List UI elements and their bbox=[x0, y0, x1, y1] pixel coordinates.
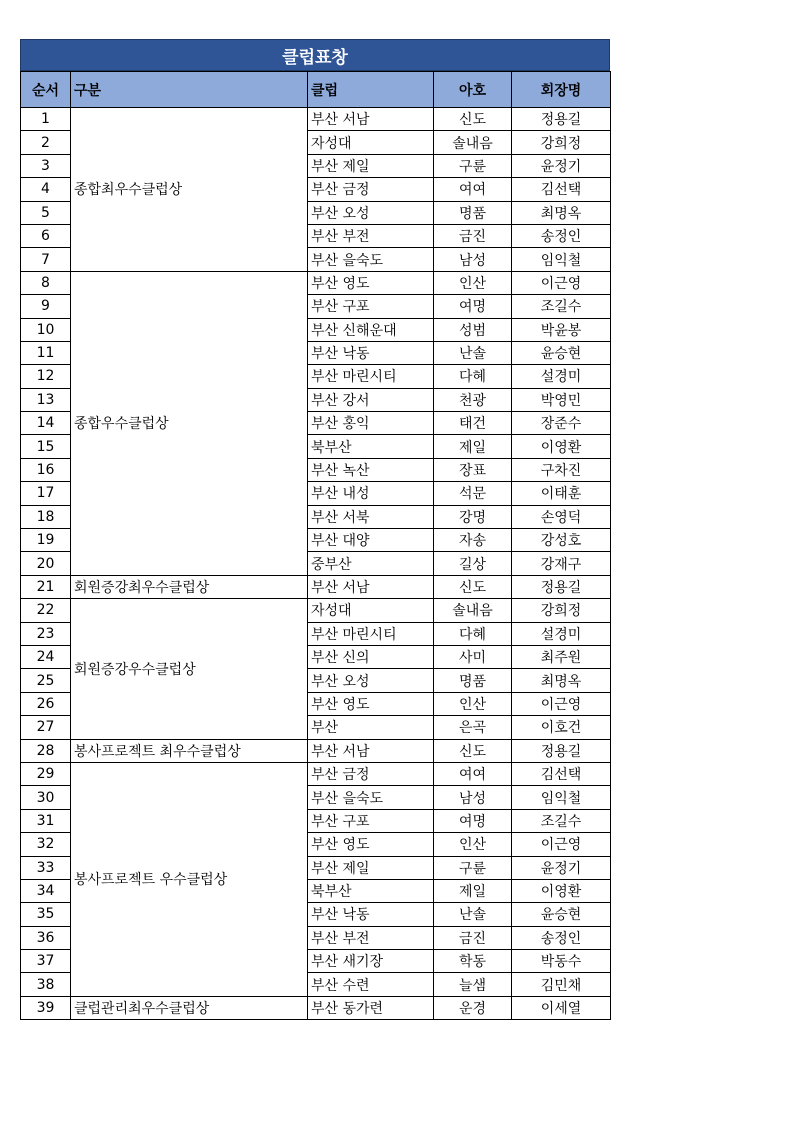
nickname-cell: 여명 bbox=[434, 809, 512, 832]
order-cell: 12 bbox=[21, 365, 71, 388]
club-cell: 북부산 bbox=[308, 435, 434, 458]
table-row bbox=[21, 575, 611, 598]
order-cell: 25 bbox=[21, 669, 71, 692]
nickname-cell: 강명 bbox=[434, 505, 512, 528]
president-cell: 정용길 bbox=[512, 739, 611, 762]
club-cell: 부산 홍익 bbox=[308, 412, 434, 435]
order-cell: 13 bbox=[21, 388, 71, 411]
nickname-cell: 석문 bbox=[434, 482, 512, 505]
president-cell: 설경미 bbox=[512, 622, 611, 645]
nickname-cell: 난솔 bbox=[434, 341, 512, 364]
nickname-cell: 신도 bbox=[434, 575, 512, 598]
club-cell: 부산 낙동 bbox=[308, 341, 434, 364]
president-cell: 이영환 bbox=[512, 435, 611, 458]
nickname-cell: 운경 bbox=[434, 996, 512, 1019]
nickname-cell: 은곡 bbox=[434, 716, 512, 739]
table-row bbox=[21, 108, 611, 131]
nickname-cell: 여여 bbox=[434, 762, 512, 785]
club-cell: 부산 금정 bbox=[308, 762, 434, 785]
order-cell: 4 bbox=[21, 178, 71, 201]
table-row bbox=[21, 271, 611, 294]
order-cell: 28 bbox=[21, 739, 71, 762]
header-order: 순서 bbox=[21, 72, 71, 108]
club-cell: 부산 서남 bbox=[308, 575, 434, 598]
nickname-cell: 인산 bbox=[434, 271, 512, 294]
president-cell: 윤승현 bbox=[512, 903, 611, 926]
nickname-cell: 자송 bbox=[434, 529, 512, 552]
nickname-cell: 솔내음 bbox=[434, 131, 512, 154]
order-cell: 6 bbox=[21, 224, 71, 247]
club-cell: 부산 오성 bbox=[308, 201, 434, 224]
president-cell: 조길수 bbox=[512, 295, 611, 318]
nickname-cell: 다혜 bbox=[434, 365, 512, 388]
nickname-cell: 구륜 bbox=[434, 154, 512, 177]
club-cell: 부산 서남 bbox=[308, 108, 434, 131]
president-cell: 강희정 bbox=[512, 131, 611, 154]
order-cell: 31 bbox=[21, 809, 71, 832]
order-cell: 22 bbox=[21, 599, 71, 622]
order-cell: 34 bbox=[21, 879, 71, 902]
header-president: 회장명 bbox=[512, 72, 611, 108]
order-cell: 16 bbox=[21, 458, 71, 481]
order-cell: 39 bbox=[21, 996, 71, 1019]
president-cell: 강희정 bbox=[512, 599, 611, 622]
club-cell: 부산 부전 bbox=[308, 926, 434, 949]
nickname-cell: 제일 bbox=[434, 435, 512, 458]
nickname-cell: 금진 bbox=[434, 926, 512, 949]
president-cell: 이근영 bbox=[512, 833, 611, 856]
order-cell: 14 bbox=[21, 412, 71, 435]
club-cell: 부산 을숙도 bbox=[308, 786, 434, 809]
order-cell: 30 bbox=[21, 786, 71, 809]
order-cell: 7 bbox=[21, 248, 71, 271]
president-cell: 박윤봉 bbox=[512, 318, 611, 341]
order-cell: 23 bbox=[21, 622, 71, 645]
order-cell: 15 bbox=[21, 435, 71, 458]
club-cell: 부산 제일 bbox=[308, 856, 434, 879]
nickname-cell: 솔내음 bbox=[434, 599, 512, 622]
nickname-cell: 길상 bbox=[434, 552, 512, 575]
category-cell: 종합우수클럽상 bbox=[71, 271, 308, 575]
president-cell: 윤승현 bbox=[512, 341, 611, 364]
club-cell: 부산 녹산 bbox=[308, 458, 434, 481]
nickname-cell: 여명 bbox=[434, 295, 512, 318]
order-cell: 38 bbox=[21, 973, 71, 996]
club-cell: 부산 새기장 bbox=[308, 950, 434, 973]
club-cell: 부산 서남 bbox=[308, 739, 434, 762]
club-cell: 부산 신의 bbox=[308, 645, 434, 668]
order-cell: 29 bbox=[21, 762, 71, 785]
table-row bbox=[21, 739, 611, 762]
president-cell: 정용길 bbox=[512, 575, 611, 598]
nickname-cell: 늘샘 bbox=[434, 973, 512, 996]
order-cell: 11 bbox=[21, 341, 71, 364]
order-cell: 32 bbox=[21, 833, 71, 856]
nickname-cell: 인산 bbox=[434, 833, 512, 856]
president-cell: 김선택 bbox=[512, 762, 611, 785]
nickname-cell: 여여 bbox=[434, 178, 512, 201]
order-cell: 9 bbox=[21, 295, 71, 318]
nickname-cell: 사미 bbox=[434, 645, 512, 668]
header-nickname: 아호 bbox=[434, 72, 512, 108]
club-cell: 부산 bbox=[308, 716, 434, 739]
award-table bbox=[20, 71, 611, 1020]
president-cell: 최주원 bbox=[512, 645, 611, 668]
president-cell: 이근영 bbox=[512, 271, 611, 294]
award-sheet bbox=[20, 39, 610, 1020]
nickname-cell: 신도 bbox=[434, 739, 512, 762]
order-cell: 20 bbox=[21, 552, 71, 575]
president-cell: 조길수 bbox=[512, 809, 611, 832]
nickname-cell: 남성 bbox=[434, 786, 512, 809]
club-cell: 자성대 bbox=[308, 131, 434, 154]
nickname-cell: 명품 bbox=[434, 201, 512, 224]
club-cell: 부산 영도 bbox=[308, 833, 434, 856]
club-cell: 부산 오성 bbox=[308, 669, 434, 692]
order-cell: 2 bbox=[21, 131, 71, 154]
club-cell: 부산 신해운대 bbox=[308, 318, 434, 341]
table-row bbox=[21, 996, 611, 1019]
nickname-cell: 태건 bbox=[434, 412, 512, 435]
president-cell: 정용길 bbox=[512, 108, 611, 131]
club-cell: 부산 영도 bbox=[308, 271, 434, 294]
order-cell: 26 bbox=[21, 692, 71, 715]
president-cell: 김선택 bbox=[512, 178, 611, 201]
order-cell: 8 bbox=[21, 271, 71, 294]
president-cell: 이세열 bbox=[512, 996, 611, 1019]
nickname-cell: 장표 bbox=[434, 458, 512, 481]
category-cell: 회원증강최우수클럽상 bbox=[71, 575, 308, 598]
order-cell: 1 bbox=[21, 108, 71, 131]
nickname-cell: 천광 bbox=[434, 388, 512, 411]
nickname-cell: 학동 bbox=[434, 950, 512, 973]
club-cell: 부산 구포 bbox=[308, 809, 434, 832]
president-cell: 손영덕 bbox=[512, 505, 611, 528]
club-cell: 부산 부전 bbox=[308, 224, 434, 247]
club-cell: 부산 마린시티 bbox=[308, 365, 434, 388]
president-cell: 송정인 bbox=[512, 926, 611, 949]
president-cell: 장준수 bbox=[512, 412, 611, 435]
president-cell: 윤정기 bbox=[512, 154, 611, 177]
order-cell: 36 bbox=[21, 926, 71, 949]
nickname-cell: 명품 bbox=[434, 669, 512, 692]
president-cell: 이영환 bbox=[512, 879, 611, 902]
club-cell: 부산 내성 bbox=[308, 482, 434, 505]
nickname-cell: 성범 bbox=[434, 318, 512, 341]
president-cell: 최명옥 bbox=[512, 669, 611, 692]
nickname-cell: 남성 bbox=[434, 248, 512, 271]
club-cell: 부산 을숙도 bbox=[308, 248, 434, 271]
order-cell: 27 bbox=[21, 716, 71, 739]
club-cell: 부산 서북 bbox=[308, 505, 434, 528]
nickname-cell: 신도 bbox=[434, 108, 512, 131]
table-row bbox=[21, 599, 611, 622]
club-cell: 부산 금정 bbox=[308, 178, 434, 201]
president-cell: 송정인 bbox=[512, 224, 611, 247]
president-cell: 강재구 bbox=[512, 552, 611, 575]
category-cell: 회원증강우수클럽상 bbox=[71, 599, 308, 739]
order-cell: 5 bbox=[21, 201, 71, 224]
club-cell: 북부산 bbox=[308, 879, 434, 902]
nickname-cell: 구륜 bbox=[434, 856, 512, 879]
president-cell: 최명옥 bbox=[512, 201, 611, 224]
president-cell: 김민채 bbox=[512, 973, 611, 996]
award-table-body bbox=[21, 108, 611, 1020]
nickname-cell: 난솔 bbox=[434, 903, 512, 926]
nickname-cell: 제일 bbox=[434, 879, 512, 902]
sheet-title: 클럽표창 bbox=[20, 39, 610, 71]
club-cell: 부산 동가련 bbox=[308, 996, 434, 1019]
president-cell: 윤정기 bbox=[512, 856, 611, 879]
order-cell: 18 bbox=[21, 505, 71, 528]
nickname-cell: 금진 bbox=[434, 224, 512, 247]
president-cell: 임익철 bbox=[512, 248, 611, 271]
president-cell: 이근영 bbox=[512, 692, 611, 715]
president-cell: 이태훈 bbox=[512, 482, 611, 505]
category-cell: 클럽관리최우수클럽상 bbox=[71, 996, 308, 1019]
club-cell: 부산 영도 bbox=[308, 692, 434, 715]
header-category: 구분 bbox=[71, 72, 308, 108]
club-cell: 부산 낙동 bbox=[308, 903, 434, 926]
club-cell: 부산 대양 bbox=[308, 529, 434, 552]
category-cell: 종합최우수클럽상 bbox=[71, 108, 308, 272]
president-cell: 임익철 bbox=[512, 786, 611, 809]
header-club: 클럽 bbox=[308, 72, 434, 108]
order-cell: 35 bbox=[21, 903, 71, 926]
club-cell: 중부산 bbox=[308, 552, 434, 575]
table-row bbox=[21, 762, 611, 785]
club-cell: 자성대 bbox=[308, 599, 434, 622]
order-cell: 37 bbox=[21, 950, 71, 973]
president-cell: 박동수 bbox=[512, 950, 611, 973]
category-cell: 봉사프로젝트 최우수클럽상 bbox=[71, 739, 308, 762]
order-cell: 21 bbox=[21, 575, 71, 598]
order-cell: 24 bbox=[21, 645, 71, 668]
order-cell: 10 bbox=[21, 318, 71, 341]
club-cell: 부산 수련 bbox=[308, 973, 434, 996]
president-cell: 설경미 bbox=[512, 365, 611, 388]
president-cell: 이호건 bbox=[512, 716, 611, 739]
club-cell: 부산 마린시티 bbox=[308, 622, 434, 645]
category-cell: 봉사프로젝트 우수클럽상 bbox=[71, 762, 308, 996]
president-cell: 박영민 bbox=[512, 388, 611, 411]
nickname-cell: 다혜 bbox=[434, 622, 512, 645]
order-cell: 3 bbox=[21, 154, 71, 177]
club-cell: 부산 강서 bbox=[308, 388, 434, 411]
header-row bbox=[21, 72, 611, 108]
president-cell: 구차진 bbox=[512, 458, 611, 481]
president-cell: 강성호 bbox=[512, 529, 611, 552]
nickname-cell: 인산 bbox=[434, 692, 512, 715]
club-cell: 부산 제일 bbox=[308, 154, 434, 177]
order-cell: 17 bbox=[21, 482, 71, 505]
order-cell: 19 bbox=[21, 529, 71, 552]
order-cell: 33 bbox=[21, 856, 71, 879]
club-cell: 부산 구포 bbox=[308, 295, 434, 318]
